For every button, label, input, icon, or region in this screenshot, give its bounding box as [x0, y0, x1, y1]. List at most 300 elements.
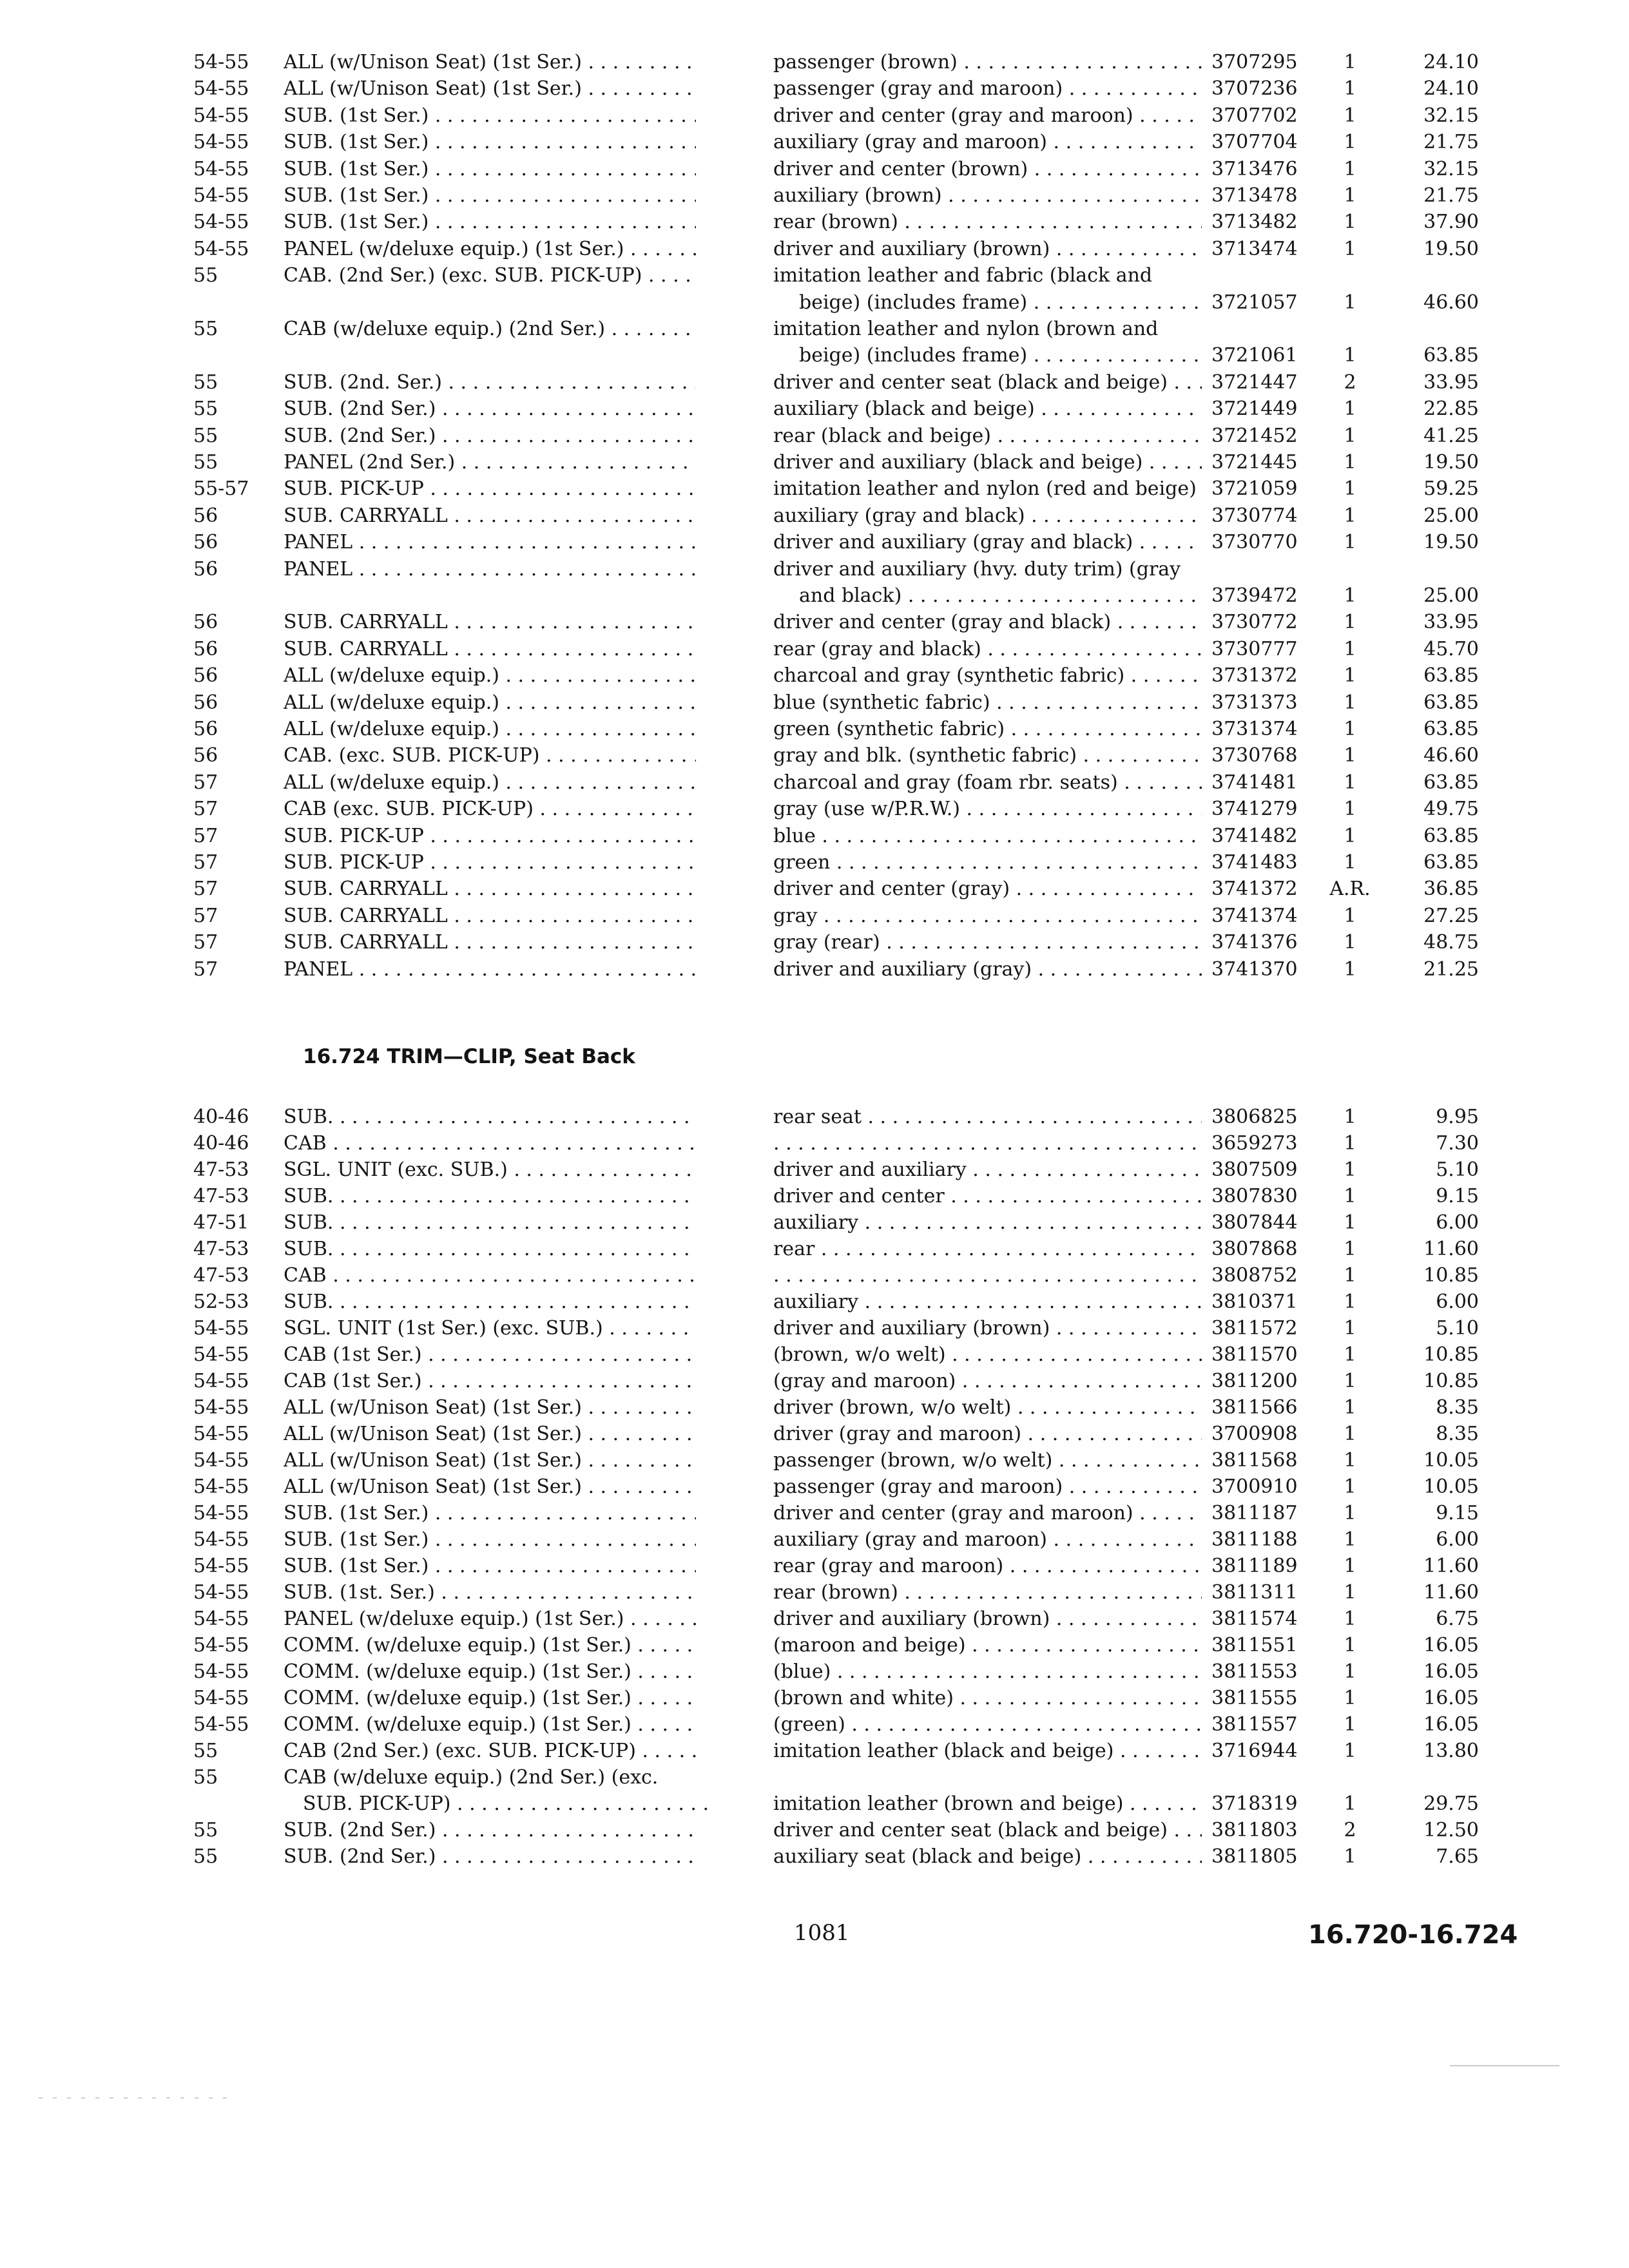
price-cell: 11.60	[1423, 1555, 1479, 1577]
application-cell: SUB. PICK-UP . . .	[284, 477, 696, 501]
description-cell: driver and center . . .	[773, 1184, 1202, 1209]
table-row	[0, 1633, 1629, 1658]
price-cell: 36.85	[1423, 878, 1479, 901]
application-cell: ALL (w/deluxe equip.) . . .	[284, 717, 696, 742]
year-cell: 56	[193, 691, 218, 714]
table-row	[0, 1448, 1629, 1473]
table-row	[0, 797, 1629, 822]
part-number-cell: 3808752	[1211, 1264, 1298, 1287]
table-row	[0, 877, 1629, 901]
year-cell: 40-46	[193, 1106, 249, 1128]
description-cell: auxiliary (gray and maroon) . . .	[773, 130, 1202, 155]
quantity-cell: 1	[1344, 291, 1356, 314]
quantity-cell: 1	[1344, 184, 1356, 207]
year-cell: 56	[193, 611, 218, 634]
part-number-cell: 3721452	[1211, 424, 1298, 447]
price-cell: 24.10	[1423, 77, 1479, 101]
table-row	[0, 1581, 1629, 1605]
part-number-cell: 3713482	[1211, 211, 1298, 234]
part-number-cell: 3730774	[1211, 504, 1298, 527]
part-number-cell: 3721445	[1211, 451, 1298, 474]
table-row	[0, 50, 1629, 75]
year-cell: 55	[193, 1766, 218, 1789]
quantity-cell: 1	[1344, 1449, 1356, 1472]
year-cell: 47-53	[193, 1264, 249, 1287]
description-cell: driver and center seat (black and beige) . . .	[773, 370, 1202, 395]
price-cell: 46.60	[1423, 744, 1479, 767]
description-cell: gray (use w/P.R.W.) . . .	[773, 797, 1202, 822]
year-cell: 56	[193, 531, 218, 554]
year-cell: 57	[193, 957, 218, 981]
part-number-cell: 3721447	[1211, 370, 1298, 394]
table-row	[0, 610, 1629, 635]
part-number-cell: 3707702	[1211, 104, 1298, 127]
part-number-cell: 3741374	[1211, 904, 1298, 927]
price-cell: 13.80	[1423, 1740, 1479, 1762]
application-cell: ALL (w/Unison Seat) (1st Ser.) . . .	[284, 50, 696, 75]
year-cell: 54-55	[193, 1660, 249, 1683]
quantity-cell: 1	[1344, 104, 1356, 127]
description-cell: driver and center (gray and maroon) . . .	[773, 1501, 1202, 1526]
quantity-cell: 1	[1344, 1528, 1356, 1551]
description-cell: (brown and white) . . .	[773, 1686, 1202, 1711]
table-row	[0, 1792, 1629, 1816]
quantity-cell: 1	[1344, 1423, 1356, 1445]
price-cell: 63.85	[1423, 691, 1479, 714]
application-cell: COMM. (w/deluxe equip.) (1st Ser.) . . .	[284, 1713, 696, 1737]
table-row	[0, 1369, 1629, 1394]
application-cell: SUB. (1st. Ser.) . . .	[284, 1581, 696, 1605]
price-cell: 63.85	[1423, 771, 1479, 794]
price-cell: 12.50	[1423, 1819, 1479, 1841]
table-row	[0, 237, 1629, 262]
year-cell: 55	[193, 318, 218, 340]
price-cell: 10.85	[1423, 1343, 1479, 1366]
part-number-cell: 3713476	[1211, 157, 1298, 180]
quantity-cell: 1	[1344, 851, 1356, 874]
part-number-cell: 3741370	[1211, 957, 1298, 981]
table-row	[0, 957, 1629, 982]
application-cell: CAB (w/deluxe equip.) (2nd Ser.) . . .	[284, 317, 696, 341]
description-cell: rear (black and beige) . . .	[773, 424, 1202, 448]
part-number-cell: 3721061	[1211, 344, 1298, 367]
application-cell: SUB. CARRYALL . . .	[284, 904, 696, 928]
table-row	[0, 850, 1629, 875]
part-number-cell: 3739472	[1211, 584, 1298, 607]
application-cell: SUB. PICK-UP . . .	[284, 824, 696, 849]
quantity-cell: 1	[1344, 1502, 1356, 1524]
description-cell: (blue) . . .	[773, 1660, 1202, 1684]
year-cell: 56	[193, 637, 218, 660]
year-cell: 56	[193, 664, 218, 687]
quantity-cell: 1	[1344, 798, 1356, 821]
year-cell: 57	[193, 878, 218, 901]
price-cell: 27.25	[1423, 904, 1479, 927]
part-number-cell: 3707704	[1211, 131, 1298, 154]
page-range: 16.720-16.724	[1308, 1920, 1518, 1950]
application-cell: PANEL (w/deluxe equip.) (1st Ser.) . . .	[284, 1607, 696, 1631]
quantity-cell: 1	[1344, 51, 1356, 73]
part-number-cell: 3730768	[1211, 744, 1298, 767]
quantity-cell: 1	[1344, 1158, 1356, 1181]
table-row	[0, 1290, 1629, 1314]
quantity-cell: 1	[1344, 1687, 1356, 1709]
application-cell: PANEL . . .	[284, 957, 696, 982]
description-cell: rear (gray and maroon) . . .	[773, 1554, 1202, 1579]
price-cell: 10.05	[1423, 1449, 1479, 1472]
price-cell: 6.00	[1436, 1291, 1479, 1313]
quantity-cell: 1	[1344, 691, 1356, 714]
quantity-cell: 1	[1344, 1343, 1356, 1366]
description-cell: driver and auxiliary (gray and black) . . .	[773, 530, 1202, 555]
description-cell: gray . . .	[773, 904, 1202, 928]
part-number-cell: 3713474	[1211, 237, 1298, 260]
part-number-cell: 3806825	[1211, 1106, 1298, 1128]
application-cell: SUB. (2nd Ser.) . . .	[284, 1818, 696, 1843]
price-cell: 21.75	[1423, 131, 1479, 154]
quantity-cell: 1	[1344, 744, 1356, 767]
application-cell: ALL (w/deluxe equip.) . . .	[284, 664, 696, 688]
quantity-cell: 1	[1344, 211, 1356, 234]
table-row	[0, 1237, 1629, 1262]
application-cell: ALL (w/Unison Seat) (1st Ser.) . . .	[284, 1396, 696, 1420]
application-cell: SUB. (1st Ser.) . . .	[284, 210, 696, 235]
year-cell: 54-55	[193, 1528, 249, 1551]
year-cell: 47-53	[193, 1158, 249, 1181]
table-row	[0, 1686, 1629, 1711]
quantity-cell: 1	[1344, 1581, 1356, 1604]
section-title: 16.724 TRIM—CLIP, Seat Back	[303, 1045, 635, 1068]
price-cell: 33.95	[1423, 611, 1479, 634]
description-cell: imitation leather and fabric (black and	[773, 264, 1153, 287]
part-number-cell: 3811557	[1211, 1713, 1298, 1736]
application-cell: SUB. . . .	[284, 1290, 696, 1314]
application-cell: SUB. . . .	[284, 1105, 696, 1129]
table-row	[0, 930, 1629, 955]
table-row	[0, 77, 1629, 101]
price-cell: 33.95	[1423, 370, 1479, 394]
application-cell: CAB (w/deluxe equip.) (2nd Ser.) (exc.	[284, 1766, 659, 1789]
quantity-cell: 1	[1344, 1555, 1356, 1577]
part-number-cell: 3730770	[1211, 531, 1298, 554]
year-cell: 57	[193, 931, 218, 954]
description-cell: driver and auxiliary (brown) . . .	[773, 1316, 1202, 1341]
year-cell: 55	[193, 1845, 218, 1868]
description-cell: driver and auxiliary (gray) . . .	[773, 957, 1202, 982]
application-cell: SGL. UNIT (exc. SUB.) . . .	[284, 1158, 696, 1182]
application-cell: COMM. (w/deluxe equip.) (1st Ser.) . . .	[284, 1660, 696, 1684]
table-row	[0, 1422, 1629, 1446]
year-cell: 52-53	[193, 1291, 249, 1313]
quantity-cell: 1	[1344, 157, 1356, 180]
table-row	[0, 291, 1629, 315]
quantity-cell: 1	[1344, 664, 1356, 687]
description-cell: imitation leather (brown and beige) . . .	[773, 1792, 1202, 1816]
table-row	[0, 1660, 1629, 1684]
table-row	[0, 450, 1629, 475]
description-cell: charcoal and gray (foam rbr. seats) . . .	[773, 771, 1202, 795]
part-number-cell: 3811572	[1211, 1317, 1298, 1340]
quantity-cell: 1	[1344, 1264, 1356, 1287]
price-cell: 32.15	[1423, 104, 1479, 127]
year-cell: 54-55	[193, 77, 249, 101]
application-cell: CAB . . .	[284, 1264, 696, 1288]
description-cell: auxiliary (gray and maroon) . . .	[773, 1528, 1202, 1552]
table-row	[0, 1528, 1629, 1552]
part-number-cell: 3659273	[1211, 1132, 1298, 1155]
quantity-cell: 1	[1344, 1475, 1356, 1498]
application-cell: SUB. (1st Ser.) . . .	[284, 157, 696, 182]
quantity-cell: A.R.	[1329, 878, 1371, 901]
description-cell: rear (brown) . . .	[773, 210, 1202, 235]
description-cell: driver and auxiliary (hvy. duty trim) (gray	[773, 557, 1181, 581]
price-cell: 16.05	[1423, 1634, 1479, 1657]
price-cell: 63.85	[1423, 851, 1479, 874]
year-cell: 55-57	[193, 477, 249, 501]
description-cell: driver and auxiliary . . .	[773, 1158, 1202, 1182]
price-cell: 48.75	[1423, 931, 1479, 954]
part-number-cell: 3811188	[1211, 1528, 1298, 1551]
year-cell: 55	[193, 370, 218, 394]
quantity-cell: 1	[1344, 1740, 1356, 1762]
description-cell: driver and center (gray and black) . . .	[773, 610, 1202, 635]
year-cell: 54-55	[193, 1317, 249, 1340]
scan-mark	[1450, 2065, 1559, 2066]
table-row	[0, 1105, 1629, 1129]
application-cell: SUB. (1st Ser.) . . .	[284, 104, 696, 128]
quantity-cell: 1	[1344, 131, 1356, 154]
table-row	[0, 343, 1629, 368]
part-number-cell: 3721057	[1211, 291, 1298, 314]
table-row	[0, 1739, 1629, 1763]
quantity-cell: 1	[1344, 718, 1356, 740]
description-cell: (maroon and beige) . . .	[773, 1633, 1202, 1658]
description-cell: imitation leather (black and beige) . . .	[773, 1739, 1202, 1763]
application-cell: COMM. (w/deluxe equip.) (1st Ser.) . . .	[284, 1686, 696, 1711]
price-cell: 7.65	[1436, 1845, 1479, 1868]
year-cell: 55	[193, 264, 218, 287]
description-cell: auxiliary . . .	[773, 1211, 1202, 1235]
part-number-cell: 3721449	[1211, 398, 1298, 421]
part-number-cell: 3707236	[1211, 77, 1298, 101]
price-cell: 37.90	[1423, 211, 1479, 234]
price-cell: 10.05	[1423, 1475, 1479, 1498]
table-row	[0, 904, 1629, 928]
part-number-cell: 3741481	[1211, 771, 1298, 794]
description-cell: passenger (gray and maroon) . . .	[773, 1475, 1202, 1499]
part-number-cell: 3718319	[1211, 1792, 1298, 1815]
application-cell: CAB. (exc. SUB. PICK-UP) . . .	[284, 744, 696, 768]
table-row	[0, 1131, 1629, 1156]
description-cell: auxiliary . . .	[773, 1290, 1202, 1314]
year-cell: 54-55	[193, 1423, 249, 1445]
price-cell: 16.05	[1423, 1713, 1479, 1736]
year-cell: 56	[193, 557, 218, 581]
application-cell: ALL (w/Unison Seat) (1st Ser.) . . .	[284, 77, 696, 101]
description-cell: blue . . .	[773, 824, 1202, 849]
year-cell: 54-55	[193, 1475, 249, 1498]
application-cell: SUB. (2nd. Ser.) . . .	[284, 370, 696, 395]
application-cell: SUB. CARRYALL . . .	[284, 877, 696, 901]
quantity-cell: 1	[1344, 1238, 1356, 1260]
application-cell: COMM. (w/deluxe equip.) (1st Ser.) . . .	[284, 1633, 696, 1658]
description-cell: driver and center seat (black and beige) . . .	[773, 1818, 1202, 1843]
description-cell: (green) . . .	[773, 1713, 1202, 1737]
table-row	[0, 1765, 1629, 1790]
description-cell: passenger (brown) . . .	[773, 50, 1202, 75]
description-cell: gray and blk. (synthetic fabric) . . .	[773, 744, 1202, 768]
table-row	[0, 744, 1629, 768]
year-cell: 54-55	[193, 1502, 249, 1524]
description-cell: (gray and maroon) . . .	[773, 1369, 1202, 1394]
application-cell: CAB (2nd Ser.) (exc. SUB. PICK-UP) . . .	[284, 1739, 696, 1763]
description-cell: driver (brown, w/o welt) . . .	[773, 1396, 1202, 1420]
price-cell: 45.70	[1423, 637, 1479, 660]
application-cell: SUB. (1st Ser.) . . .	[284, 1501, 696, 1526]
description-cell: green . . .	[773, 850, 1202, 875]
table-row	[0, 1343, 1629, 1367]
description-cell: driver and center (gray and maroon) . . .	[773, 104, 1202, 128]
application-cell: SUB. CARRYALL . . .	[284, 504, 696, 528]
quantity-cell: 1	[1344, 904, 1356, 927]
quantity-cell: 1	[1344, 531, 1356, 554]
quantity-cell: 1	[1344, 1132, 1356, 1155]
application-cell: ALL (w/deluxe equip.) . . .	[284, 771, 696, 795]
quantity-cell: 2	[1344, 1819, 1356, 1841]
quantity-cell: 1	[1344, 1396, 1356, 1419]
application-cell: SUB. CARRYALL . . .	[284, 610, 696, 635]
application-cell: PANEL (2nd Ser.) . . .	[284, 450, 696, 475]
table-row	[0, 1501, 1629, 1526]
year-cell: 54-55	[193, 1449, 249, 1472]
quantity-cell: 1	[1344, 504, 1356, 527]
application-cell: SUB. (2nd Ser.) . . .	[284, 397, 696, 421]
quantity-cell: 1	[1344, 931, 1356, 954]
price-cell: 22.85	[1423, 398, 1479, 421]
application-cell: SUB. (1st Ser.) . . .	[284, 130, 696, 155]
table-row	[0, 317, 1629, 341]
description-cell	[773, 1264, 1202, 1288]
price-cell: 5.10	[1436, 1317, 1479, 1340]
description-cell: passenger (gray and maroon) . . .	[773, 77, 1202, 101]
table-row	[0, 691, 1629, 715]
price-cell: 29.75	[1423, 1792, 1479, 1815]
table-row	[0, 1475, 1629, 1499]
price-cell: 19.50	[1423, 237, 1479, 260]
application-cell: SUB. (2nd Ser.) . . .	[284, 424, 696, 448]
part-number-cell: 3811200	[1211, 1370, 1298, 1392]
price-cell: 8.35	[1436, 1396, 1479, 1419]
application-cell: ALL (w/Unison Seat) (1st Ser.) . . .	[284, 1475, 696, 1499]
price-cell: 49.75	[1423, 798, 1479, 821]
description-cell: and black) . . .	[773, 584, 1202, 608]
table-row	[0, 1158, 1629, 1182]
table-row	[0, 1316, 1629, 1341]
part-number-cell: 3810371	[1211, 1291, 1298, 1313]
quantity-cell: 1	[1344, 451, 1356, 474]
part-number-cell: 3807509	[1211, 1158, 1298, 1181]
year-cell: 54-55	[193, 1713, 249, 1736]
description-cell: rear (gray and black) . . .	[773, 637, 1202, 662]
table-row	[0, 157, 1629, 182]
price-cell: 19.50	[1423, 531, 1479, 554]
table-row	[0, 424, 1629, 448]
table-row	[0, 1264, 1629, 1288]
quantity-cell: 1	[1344, 957, 1356, 981]
price-cell: 63.85	[1423, 718, 1479, 740]
table-row	[0, 584, 1629, 608]
application-cell: ALL (w/Unison Seat) (1st Ser.) . . .	[284, 1422, 696, 1446]
quantity-cell: 1	[1344, 237, 1356, 260]
quantity-cell: 1	[1344, 1211, 1356, 1234]
table-row	[0, 477, 1629, 501]
quantity-cell: 1	[1344, 77, 1356, 101]
application-cell: ALL (w/Unison Seat) (1st Ser.) . . .	[284, 1448, 696, 1473]
part-number-cell: 3811805	[1211, 1845, 1298, 1868]
table-row	[0, 557, 1629, 582]
part-number-cell: 3811311	[1211, 1581, 1298, 1604]
price-cell: 5.10	[1436, 1158, 1479, 1181]
table-row	[0, 370, 1629, 395]
price-cell: 63.85	[1423, 344, 1479, 367]
year-cell: 47-51	[193, 1211, 249, 1234]
description-cell: beige) (includes frame) . . .	[773, 343, 1202, 368]
description-cell: driver and auxiliary (brown) . . .	[773, 237, 1202, 262]
year-cell: 47-53	[193, 1238, 249, 1260]
quantity-cell: 1	[1344, 424, 1356, 447]
description-cell: green (synthetic fabric) . . .	[773, 717, 1202, 742]
price-cell: 11.60	[1423, 1238, 1479, 1260]
quantity-cell: 1	[1344, 771, 1356, 794]
year-cell: 54-55	[193, 1370, 249, 1392]
application-cell: CAB (1st Ser.) . . .	[284, 1369, 696, 1394]
description-cell: driver and auxiliary (brown) . . .	[773, 1607, 1202, 1631]
year-cell: 54-55	[193, 1608, 249, 1630]
description-cell: imitation leather and nylon (brown and	[773, 318, 1159, 340]
table-row	[0, 1607, 1629, 1631]
year-cell: 54-55	[193, 104, 249, 127]
table-row	[0, 130, 1629, 155]
part-number-cell: 3741372	[1211, 878, 1298, 901]
application-cell: SUB. PICK-UP) . . .	[284, 1792, 715, 1816]
part-number-cell: 3707295	[1211, 51, 1298, 73]
table-row	[0, 824, 1629, 849]
description-cell: rear . . .	[773, 1237, 1202, 1262]
year-cell: 57	[193, 904, 218, 927]
part-number-cell: 3807844	[1211, 1211, 1298, 1234]
year-cell: 57	[193, 798, 218, 821]
price-cell: 21.25	[1423, 957, 1479, 981]
part-number-cell: 3811553	[1211, 1660, 1298, 1683]
part-number-cell: 3741483	[1211, 851, 1298, 874]
description-cell: imitation leather and nylon (red and beige) . . .	[773, 477, 1202, 501]
part-number-cell: 3807830	[1211, 1185, 1298, 1207]
application-cell: PANEL (w/deluxe equip.) (1st Ser.) . . .	[284, 237, 696, 262]
description-cell: auxiliary (gray and black) . . .	[773, 504, 1202, 528]
description-cell: rear (brown) . . .	[773, 1581, 1202, 1605]
year-cell: 57	[193, 851, 218, 874]
page-number: 1081	[794, 1920, 850, 1946]
part-number-cell: 3811189	[1211, 1555, 1298, 1577]
part-number-cell: 3731373	[1211, 691, 1298, 714]
application-cell: PANEL . . .	[284, 557, 696, 582]
part-number-cell: 3811187	[1211, 1502, 1298, 1524]
year-cell: 54-55	[193, 1343, 249, 1366]
description-cell	[773, 1131, 1202, 1156]
application-cell: SUB. (1st Ser.) . . .	[284, 1528, 696, 1552]
year-cell: 55	[193, 1819, 218, 1841]
table-row	[0, 504, 1629, 528]
